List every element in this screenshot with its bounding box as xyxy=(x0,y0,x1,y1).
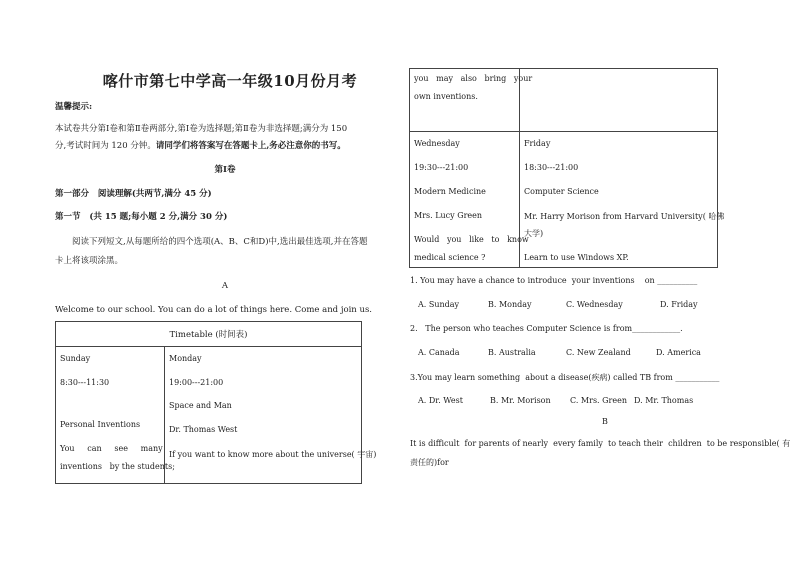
monday-time: 19:00---21:00 xyxy=(169,378,224,387)
tip-heading: 温馨提示: xyxy=(55,102,93,112)
instruction-line-1: 阅读下列短文,从每题所给的四个选项(A、B、C和D)中,选出最佳选项,并在答题 xyxy=(72,237,368,247)
friday-title: Computer Science xyxy=(524,187,599,196)
monday-title: Space and Man xyxy=(169,401,232,410)
timetable-left xyxy=(55,321,377,484)
tip-line-2 xyxy=(55,140,400,153)
wednesday-desc-2: medical science ? xyxy=(414,253,486,262)
passage-b-label: B xyxy=(602,417,608,426)
friday-teacher-2: 大学) xyxy=(524,229,544,238)
passage-b-line-2: 责任的)for xyxy=(410,458,449,467)
friday-desc: Learn to use Windows XP. xyxy=(524,253,629,262)
instruction-line-2: 卡上将该项涂黑。 xyxy=(55,256,124,266)
part-heading: 第一部分 阅读理解(共两节,满分 45 分) xyxy=(55,189,212,199)
passage-a-intro: Welcome to our school. You can do a lot of things here. Come and join us. xyxy=(55,305,373,315)
question-1-stem: 1. You may have a chance to introduce your inventions on __________ xyxy=(410,276,698,285)
sunday-day: Sunday xyxy=(60,354,91,363)
passage-b-line-1: It is difficult for parents of nearly every family to teach their children to be responsible( 有 xyxy=(410,439,791,448)
question-3-option-d[interactable]: D. Mr. Thomas xyxy=(634,396,694,405)
page-title: 喀什市第七中学高一年级10月份月考 xyxy=(102,72,358,90)
question-1-option-b[interactable]: B. Monday xyxy=(488,300,532,309)
monday-desc: If you want to know more about the universe( 宇宙) xyxy=(169,450,377,459)
question-2-option-c[interactable]: C. New Zealand xyxy=(566,348,631,357)
wednesday-day: Wednesday xyxy=(414,139,460,148)
wednesday-desc-1: Would you like to know xyxy=(414,235,529,244)
volume-heading: 第Ⅰ卷 xyxy=(214,165,236,175)
wednesday-time: 19:30---21:00 xyxy=(414,163,469,172)
top-left-line-2: own inventions. xyxy=(414,92,478,101)
question-1-option-c[interactable]: C. Wednesday xyxy=(566,300,623,309)
sunday-time: 8:30---11:30 xyxy=(60,378,110,387)
question-2-stem: 2. The person who teaches Computer Science is from____________. xyxy=(410,324,683,333)
friday-teacher-1: Mr. Harry Morison from Harvard University( 哈佛 xyxy=(524,212,725,221)
sunday-title: Personal Inventions xyxy=(60,420,141,429)
section-heading: 第一节 (共 15 题;每小题 2 分,满分 30 分) xyxy=(55,212,228,222)
question-3-stem: 3.You may learn something about a disease(疾病) called TB from ___________ xyxy=(410,373,720,382)
tip-line-2-bold: 请同学们将答案写在答题卡上,务必注意你的书写。 xyxy=(155,141,346,151)
sunday-desc-1: You can see many xyxy=(60,444,163,453)
question-2-option-d[interactable]: D. America xyxy=(656,348,701,357)
friday-day: Friday xyxy=(524,139,551,148)
top-right-empty-cell xyxy=(520,69,718,132)
question-2-option-a[interactable]: A. Canada xyxy=(418,348,460,357)
timetable-header: Timetable (时间表) xyxy=(56,322,362,347)
question-1-option-d[interactable]: D. Friday xyxy=(660,300,698,309)
passage-a-label: A xyxy=(221,281,229,291)
wednesday-teacher: Mrs. Lucy Green xyxy=(414,211,483,220)
tip-line-1: 本试卷共分第Ⅰ卷和第Ⅱ卷两部分,第Ⅰ卷为选择题;第Ⅱ卷为非选择题;满分为 150 xyxy=(55,124,348,134)
monday-teacher: Dr. Thomas West xyxy=(169,425,238,434)
top-left-line-1: you may also bring your xyxy=(414,74,533,83)
tip-line-2-plain: 分,考试时间为 120 分钟。 xyxy=(55,141,156,151)
question-1-option-a[interactable]: A. Sunday xyxy=(418,300,460,309)
question-3-option-b[interactable]: B. Mr. Morison xyxy=(490,396,551,405)
question-2-option-b[interactable]: B. Australia xyxy=(488,348,536,357)
question-3-option-c[interactable]: C. Mrs. Green xyxy=(570,396,627,405)
wednesday-title: Modern Medicine xyxy=(414,187,486,196)
monday-day: Monday xyxy=(169,354,202,363)
sunday-desc-2: inventions by the students; xyxy=(60,462,175,471)
timetable-right xyxy=(409,68,725,268)
friday-time: 18:30---21:00 xyxy=(524,163,579,172)
question-3-option-a[interactable]: A. Dr. West xyxy=(418,396,463,405)
